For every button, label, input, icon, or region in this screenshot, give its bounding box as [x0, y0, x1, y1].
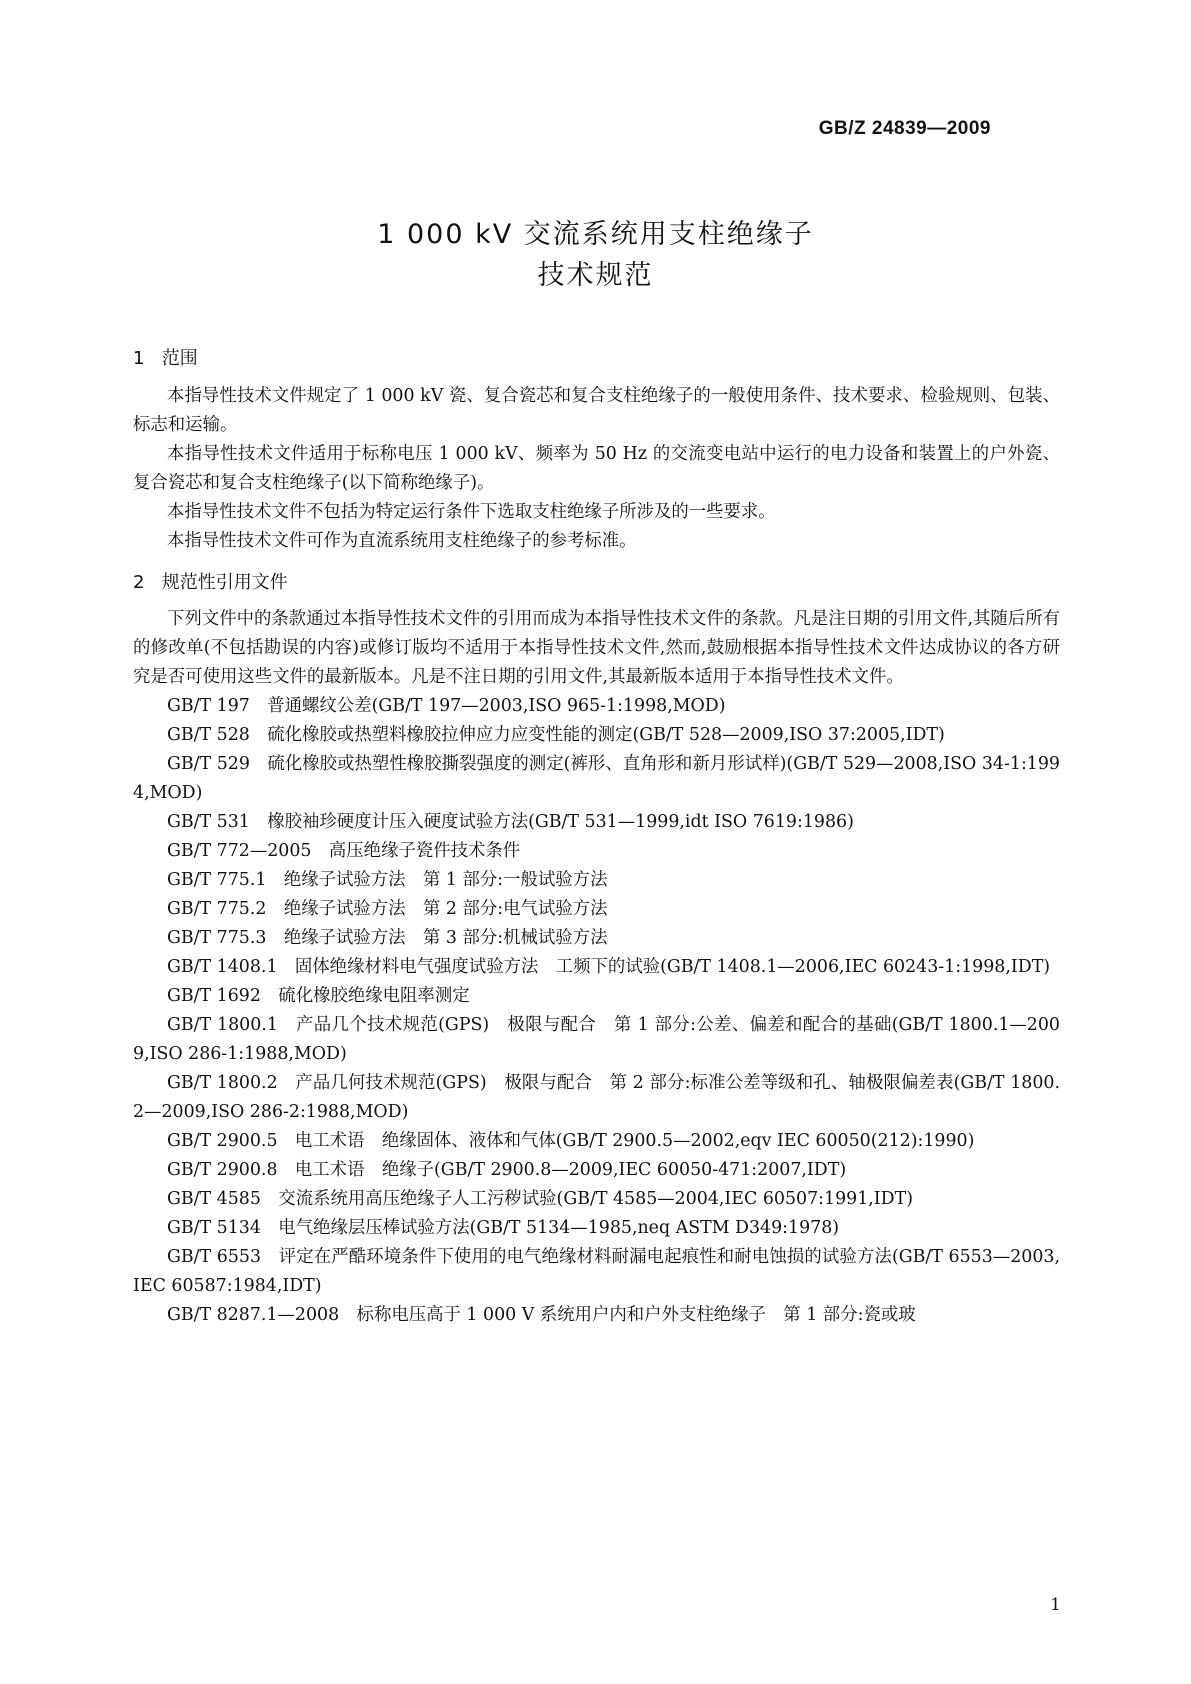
reference-item: GB/T 197 普通螺纹公差(GB/T 197—2003,ISO 965-1:1998,MOD): [167, 696, 726, 716]
reference-item: GB/T 6553 评定在严酷环境条件下使用的电气绝缘材料耐漏电起痕性和耐电蚀损的试验方法(GB/T 6553—2003,IEC 60587:1984,IDT): [133, 1247, 1060, 1296]
reference-item: GB/T 1800.2 产品几何技术规范(GPS) 极限与配合 第 2 部分:标准公差等级和孔、轴极限偏差表(GB/T 1800.2—2009,ISO 286-2:1988,MOD): [133, 1073, 1060, 1122]
document-id: GB/Z 24839—2009: [818, 118, 991, 139]
reference-item: GB/T 2900.8 电工术语 绝缘子(GB/T 2900.8—2009,IEC 60050-471:2007,IDT): [167, 1160, 847, 1180]
reference-item: GB/T 772—2005 高压绝缘子瓷件技术条件: [167, 841, 521, 861]
section-1-number: 1: [133, 348, 145, 369]
reference-item: GB/T 775.2 绝缘子试验方法 第 2 部分:电气试验方法: [167, 899, 608, 919]
section-2-title: 规范性引用文件: [161, 572, 288, 593]
reference-item: GB/T 529 硫化橡胶或热塑性橡胶撕裂强度的测定(裤形、直角形和新月形试样)(GB/T 529—2008,ISO 34-1:1994,MOD): [133, 754, 1060, 803]
reference-item: GB/T 2900.5 电工术语 绝缘固体、液体和气体(GB/T 2900.5—2002,eqv IEC 60050(212):1990): [167, 1131, 975, 1151]
paragraph: 本指导性技术文件规定了 1 000 kV 瓷、复合瓷芯和复合支柱绝缘子的一般使用条件、技术要求、检验规则、包装、标志和运输。: [133, 386, 1060, 435]
reference-item: GB/T 5134 电气绝缘层压棒试验方法(GB/T 5134—1985,neq ASTM D349:1978): [167, 1218, 840, 1238]
section-2-body: [133, 605, 1060, 1330]
section-1-heading: [133, 344, 198, 370]
document-title-line-2: 技术规范: [537, 260, 654, 291]
reference-item: GB/T 1408.1 固体绝缘材料电气强度试验方法 工频下的试验(GB/T 1408.1—2006,IEC 60243-1:1998,IDT): [167, 957, 1051, 977]
reference-item: GB/T 4585 交流系统用高压绝缘子人工污秽试验(GB/T 4585—2004,IEC 60507:1991,IDT): [167, 1189, 913, 1209]
section-2-number: 2: [133, 572, 145, 593]
paragraph: 本指导性技术文件可作为直流系统用支柱绝缘子的参考标准。: [167, 531, 637, 551]
section-1-body: [133, 382, 1060, 556]
paragraph: 本指导性技术文件适用于标称电压 1 000 kV、频率为 50 Hz 的交流变电站中运行的电力设备和装置上的户外瓷、复合瓷芯和复合支柱绝缘子(以下简称绝缘子)。: [133, 444, 1060, 493]
section-1-title: 范围: [161, 348, 198, 369]
reference-item: GB/T 1692 硫化橡胶绝缘电阻率测定: [167, 986, 470, 1006]
paragraph: 本指导性技术文件不包括为特定运行条件下选取支柱绝缘子所涉及的一些要求。: [167, 502, 776, 522]
page-number: 1: [1050, 1595, 1061, 1615]
reference-item: GB/T 775.1 绝缘子试验方法 第 1 部分:一般试验方法: [167, 870, 608, 890]
reference-item: GB/T 531 橡胶袖珍硬度计压入硬度试验方法(GB/T 531—1999,idt ISO 7619:1986): [167, 812, 854, 832]
section-2-intro: 下列文件中的条款通过本指导性技术文件的引用而成为本指导性技术文件的条款。凡是注日期的引用文件,其随后所有的修改单(不包括勘误的内容)或修订版均不适用于本指导性技术文件,然而,鼓励根据本指导性技术文件达成协议的各方研究是否可使用这些文件的最新版本。凡是不注日期的引用文件,其最新版本适用于本指导性技术文件。: [133, 609, 1060, 687]
reference-item: GB/T 775.3 绝缘子试验方法 第 3 部分:机械试验方法: [167, 928, 608, 948]
document-title-line-1: 1 000 kV 交流系统用支柱绝缘子: [377, 219, 814, 250]
reference-item: GB/T 1800.1 产品几个技术规范(GPS) 极限与配合 第 1 部分:公差、偏差和配合的基础(GB/T 1800.1—2009,ISO 286-1:1988,MOD): [133, 1015, 1060, 1064]
reference-item: GB/T 8287.1—2008 标称电压高于 1 000 V 系统用户内和户外支柱绝缘子 第 1 部分:瓷或玻: [167, 1305, 916, 1325]
reference-item: GB/T 528 硫化橡胶或热塑料橡胶拉伸应力应变性能的测定(GB/T 528—2009,ISO 37:2005,IDT): [167, 725, 945, 745]
section-2-heading: [133, 568, 288, 594]
